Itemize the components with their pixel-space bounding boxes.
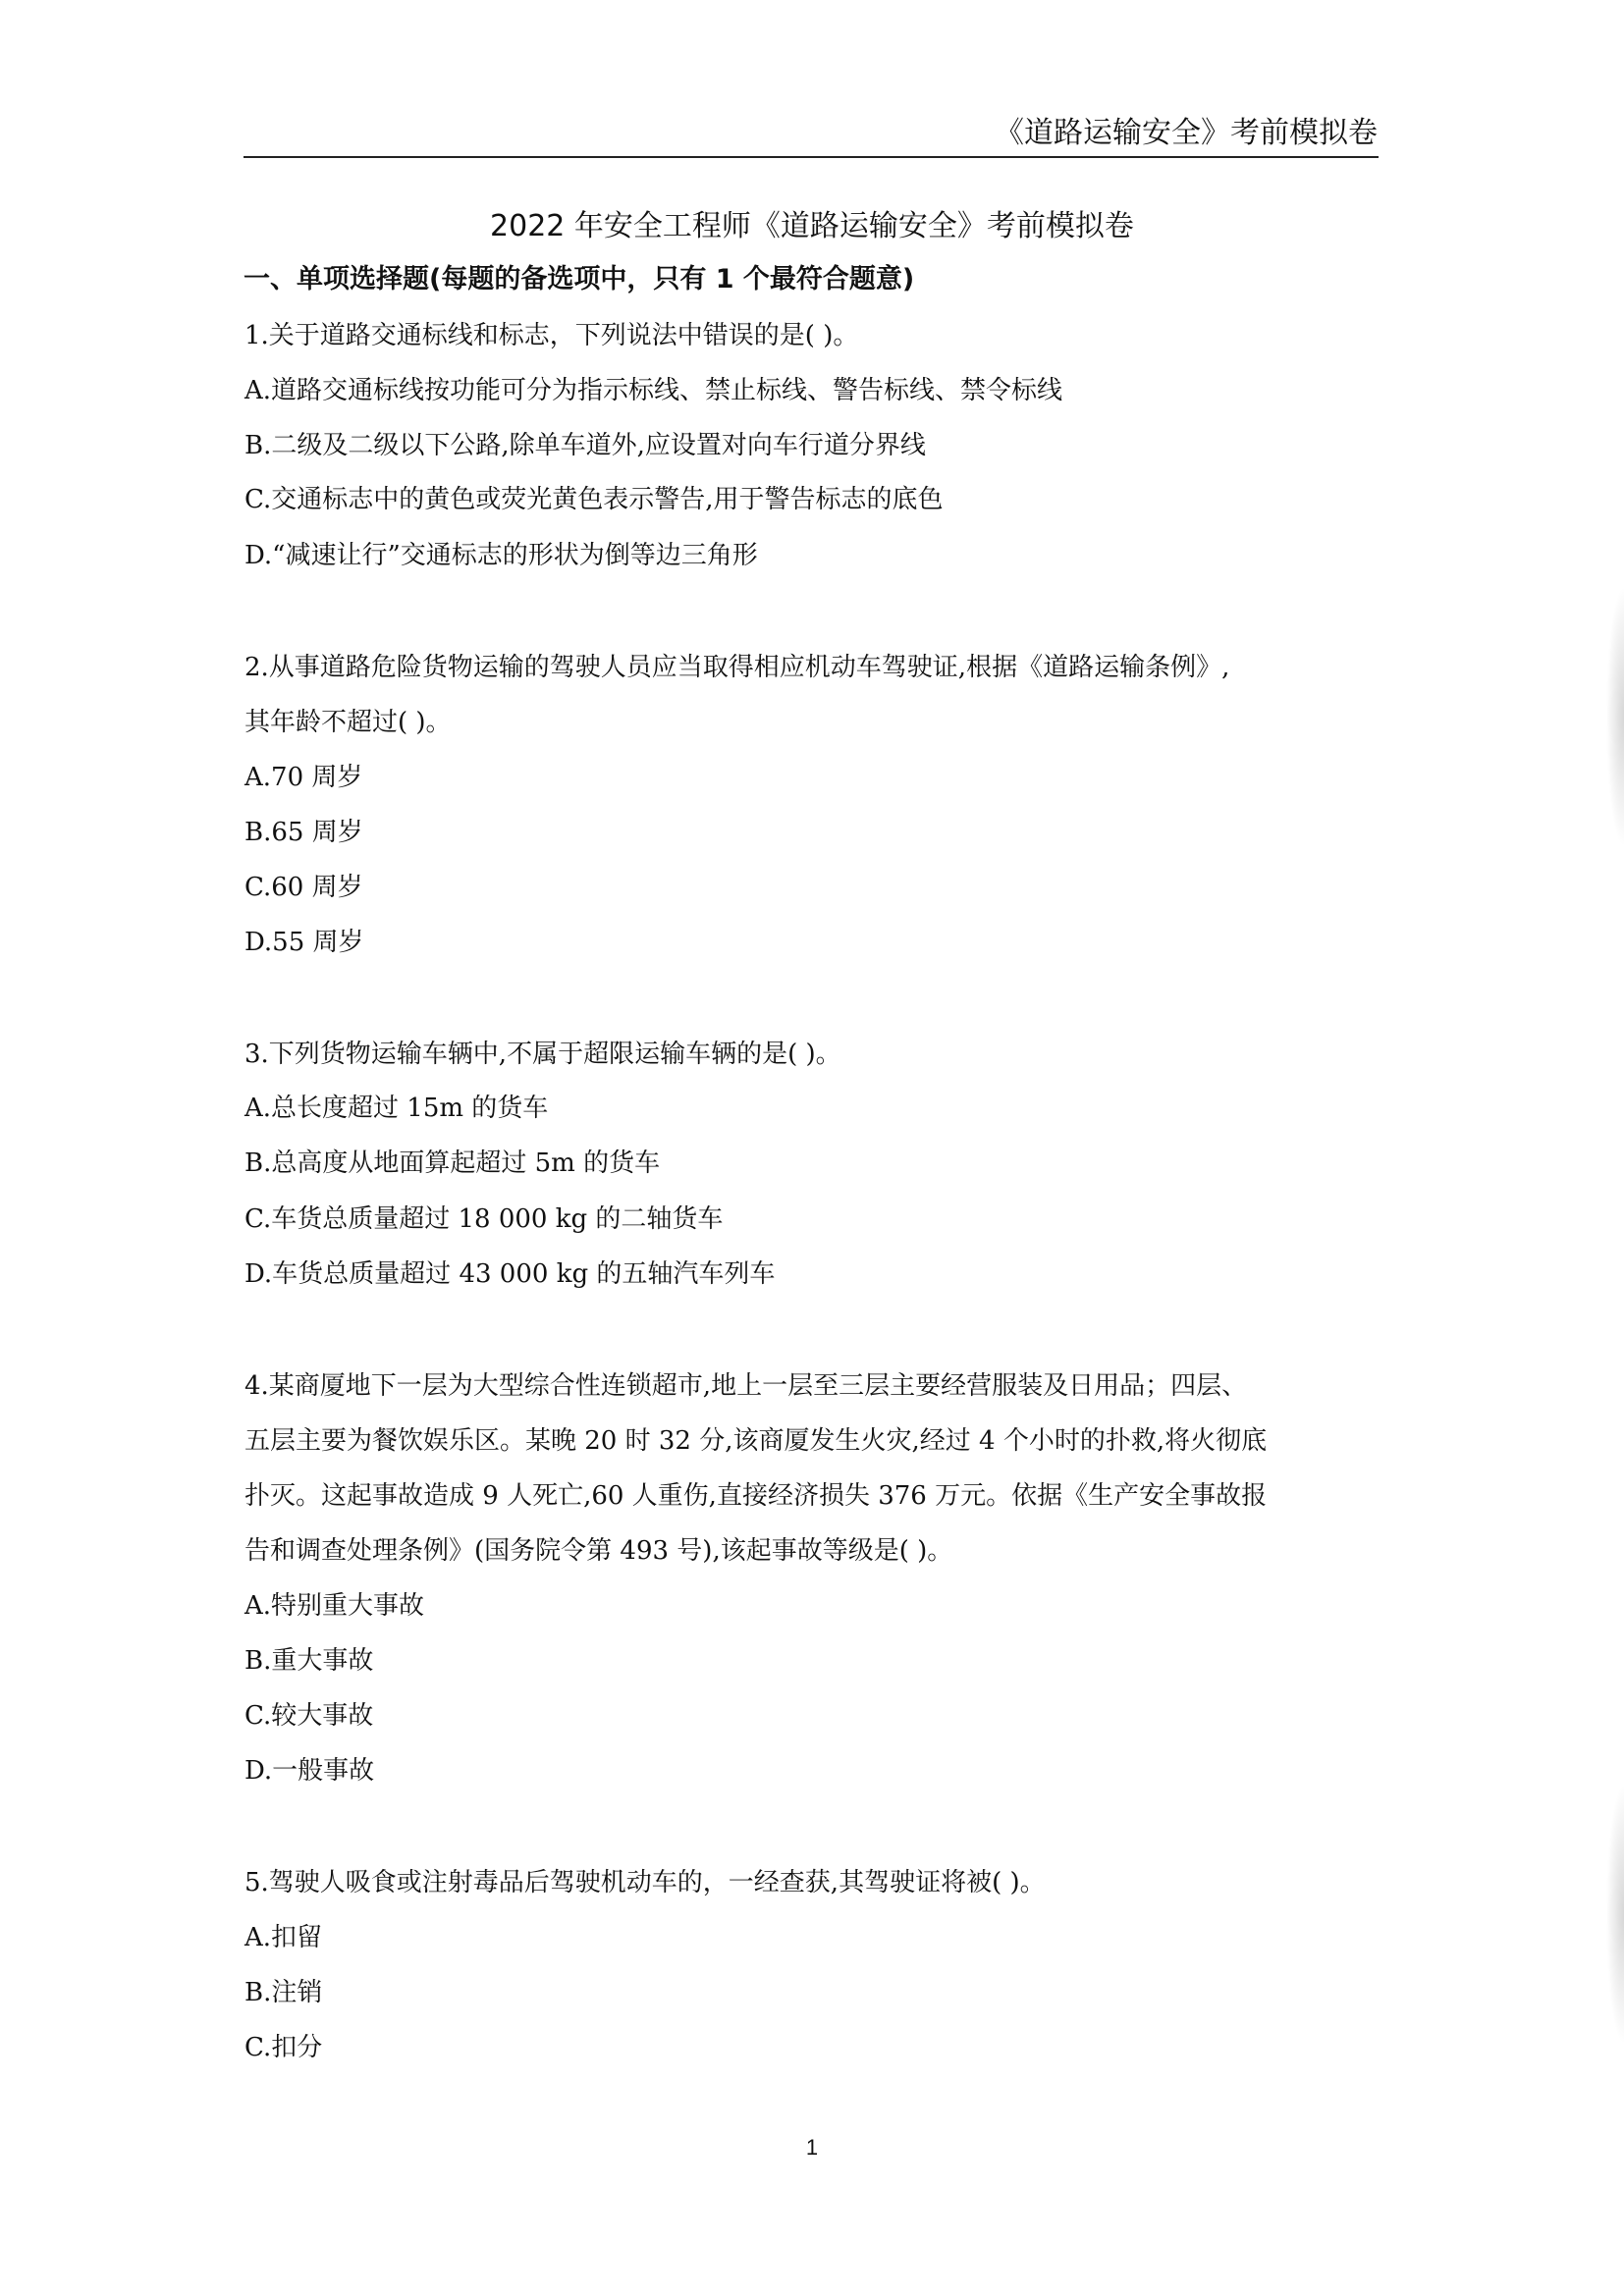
question-4-stem-line-3: 扑灭。这起事故造成 9 人死亡,60 人重伤,直接经济损失 376 万元。依据《生产安全事故报 bbox=[244, 1481, 1268, 1511]
question-5-option-c: C.扣分 bbox=[244, 2033, 323, 2062]
question-2-option-c: C.60 周岁 bbox=[244, 873, 363, 902]
running-header: 《道路运输安全》考前模拟卷 bbox=[995, 116, 1378, 150]
question-3-stem: 3.下列货物运输车辆中,不属于超限运输车辆的是( )。 bbox=[244, 1040, 841, 1069]
page-number: 1 bbox=[805, 2135, 819, 2160]
question-3-option-d: D.车货总质量超过 43 000 kg 的五轴汽车列车 bbox=[244, 1259, 776, 1289]
question-5-option-b: B.注销 bbox=[244, 1978, 323, 2007]
question-1-stem: 1.关于道路交通标线和标志，下列说法中错误的是( )。 bbox=[244, 321, 859, 350]
question-4-stem-line-1: 4.某商厦地下一层为大型综合性连锁超市,地上一层至三层主要经营服装及日用品；四层、 bbox=[244, 1371, 1248, 1401]
question-2-option-d: D.55 周岁 bbox=[244, 928, 364, 957]
question-5-option-a: A.扣留 bbox=[244, 1923, 323, 1952]
page-edge-shadow bbox=[1606, 1787, 1624, 2042]
question-4-stem-line-2: 五层主要为餐饮娱乐区。某晚 20 时 32 分,该商厦发生火灾,经过 4 个小时的扑救,将火彻底 bbox=[244, 1426, 1268, 1456]
question-2-stem-line-1: 2.从事道路危险货物运输的驾驶人员应当取得相应机动车驾驶证,根据《道路运输条例》, bbox=[244, 653, 1230, 682]
question-1-option-b: B.二级及二级以下公路,除单车道外,应设置对向车行道分界线 bbox=[244, 431, 926, 460]
page-edge-shadow bbox=[1606, 589, 1624, 844]
question-4-option-c: C.较大事故 bbox=[244, 1701, 374, 1731]
question-1-option-d: D.“减速让行”交通标志的形状为倒等边三角形 bbox=[244, 541, 758, 570]
question-3-option-b: B.总高度从地面算起超过 5m 的货车 bbox=[244, 1148, 661, 1178]
question-2-option-b: B.65 周岁 bbox=[244, 818, 363, 847]
question-1-option-a: A.道路交通标线按功能可分为指示标线、禁止标线、警告标线、禁令标线 bbox=[244, 376, 1063, 405]
question-2-option-a: A.70 周岁 bbox=[244, 763, 363, 792]
question-4-option-a: A.特别重大事故 bbox=[244, 1591, 425, 1621]
question-4-option-d: D.一般事故 bbox=[244, 1756, 375, 1786]
question-3-option-c: C.车货总质量超过 18 000 kg 的二轴货车 bbox=[244, 1204, 724, 1234]
question-4-stem-line-4: 告和调查处理条例》(国务院令第 493 号),该起事故等级是( )。 bbox=[244, 1536, 953, 1566]
section-heading: 一、单项选择题(每题的备选项中，只有 1 个最符合题意) bbox=[244, 264, 915, 294]
question-1-option-c: C.交通标志中的黄色或荧光黄色表示警告,用于警告标志的底色 bbox=[244, 485, 944, 514]
header-rule bbox=[244, 156, 1379, 158]
question-4-option-b: B.重大事故 bbox=[244, 1646, 374, 1676]
question-2-stem-line-2: 其年龄不超过( )。 bbox=[244, 708, 452, 737]
question-3-option-a: A.总长度超过 15m 的货车 bbox=[244, 1094, 549, 1123]
question-5-stem: 5.驾驶人吸食或注射毒品后驾驶机动车的，一经查获,其驾驶证将被( )。 bbox=[244, 1868, 1046, 1897]
document-title: 2022 年安全工程师《道路运输安全》考前模拟卷 bbox=[490, 209, 1134, 243]
